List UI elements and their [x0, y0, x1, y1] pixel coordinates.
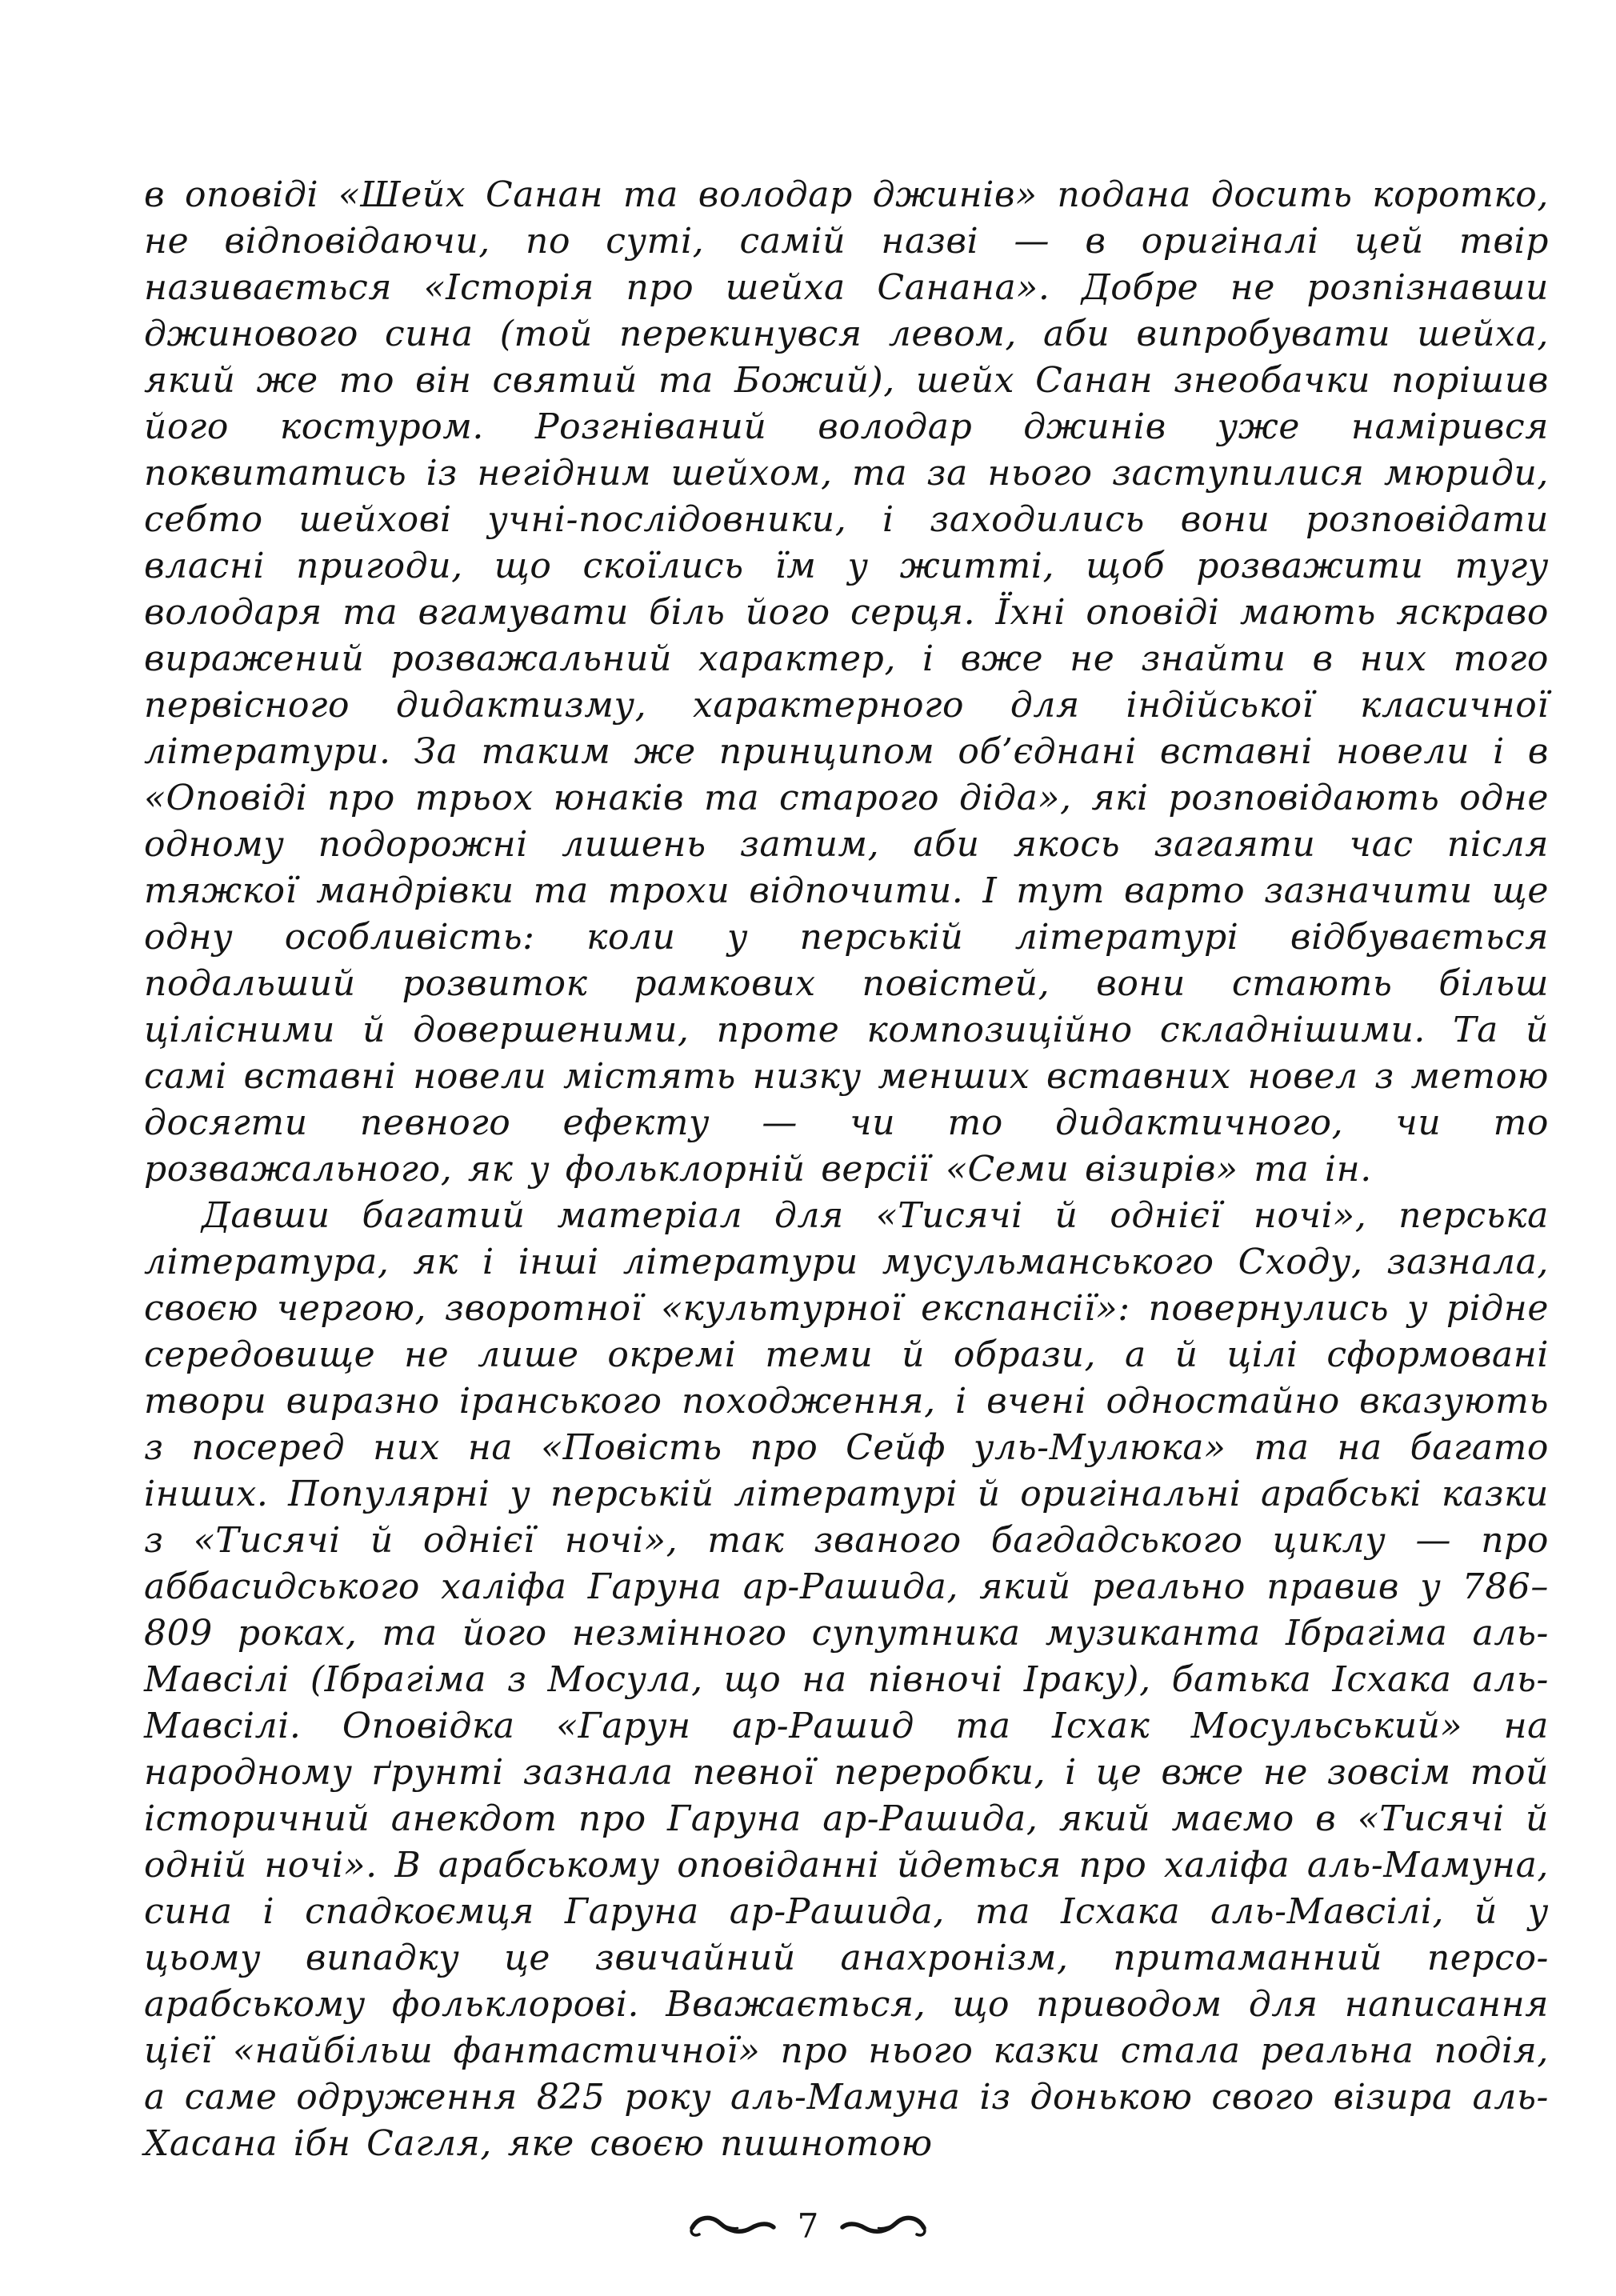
page-number: 7 — [797, 2206, 819, 2246]
flourish-left-icon — [687, 2211, 777, 2242]
paragraph: Давши багатий матеріал для «Тисячі й однієї ночі», перська література, як і інші літератури мусульманського Сходу, зазнала, своєю чергою, зворотної «культурної експансії»: повернулись у рідне середовище не лише окремі теми й образи, а й цілі сформовані твори виразно іранського походження, і вчені одностайно вказують з посеред них на «Повість про Сейф уль-Мулюка» та на багато інших. Популярні у перській літературі й оригінальні арабські казки з «Тисячі й однієї ночі», так званого багдадського циклу — про аббасидського халіфа Гаруна ар-Рашида, який реально правив у 786–809 роках, та його незмінного супутника музиканта Ібрагіма аль-Мавсілі (Ібрагіма з Мосула, що на півночі Іраку), батька Ісхака аль-Мавсілі. Оповідка «Гарун ар-Рашид та Ісхак Мосульський» на народному ґрунті зазнала певної переробки, і це вже не зовсім той історичний анекдот про Гаруна ар-Рашида, який маємо в «Тисячі й одній ночі». В арабському оповіданні йдеться про халіфа аль-Мамуна, сина і спадкоємця Гаруна ар-Рашида, та Ісхака аль-Мавсілі, й у цьому випадку це звичайний анахронізм, притаманний персо-арабському фольклорові. Вважається, що приводом для написання цієї «найбільш фантастичної» про нього казки стала реальна подія, а саме одруження 825 року аль-Мамуна із донькою свого візира аль-Хасана ібн Сагля, яке своєю пишнотою — [144, 1195, 1549, 2164]
paragraph-continuation: в оповіді «Шейх Санан та володар джинів» подана досить коротко, не відповідаючи, по суті, самій назві — в оригіналі цей твір називається «Історія про шейха Санана». Добре не розпізнавши джинового сина (той перекинувся левом, аби випробувати шейха, який же то він святий та Божий), шейх Санан знеобачки порішив його костуром. Розгніваний володар джинів уже намірився поквитатись із негідним шейхом, та за нього заступилися мюриди, себто шейхові учні-послідовники, і заходились вони розповідати власні пригоди, що скоїлись їм у житті, щоб розважити тугу володаря та вгамувати біль його серця. Їхні оповіді мають яскраво виражений розважальний характер, і вже не знайти в них того первісного дидактизму, характерного для індійської класичної літератури. За таким же принципом об’єднані вставні новели і в «Оповіді про трьох юнаків та старого діда», які розповідають одне одному подорожні лишень затим, аби якось загаяти час після тяжкої мандрівки та трохи відпочити. І тут варто зазначити ще одну особливість: коли у перській літературі відбувається подальший розвиток рамкових повістей, вони стають більш цілісними й довершеними, проте композиційно складнішими. Та й самі вставні новели містять низку менших вставних новел з метою досягти певного ефекту — чи то дидактичного, чи то розважального, як у фольклорній версії «Семи візирів» та ін. — [144, 174, 1549, 1190]
page-footer — [0, 2206, 1616, 2246]
body-text — [144, 172, 1549, 2167]
flourish-right-icon — [839, 2211, 929, 2242]
